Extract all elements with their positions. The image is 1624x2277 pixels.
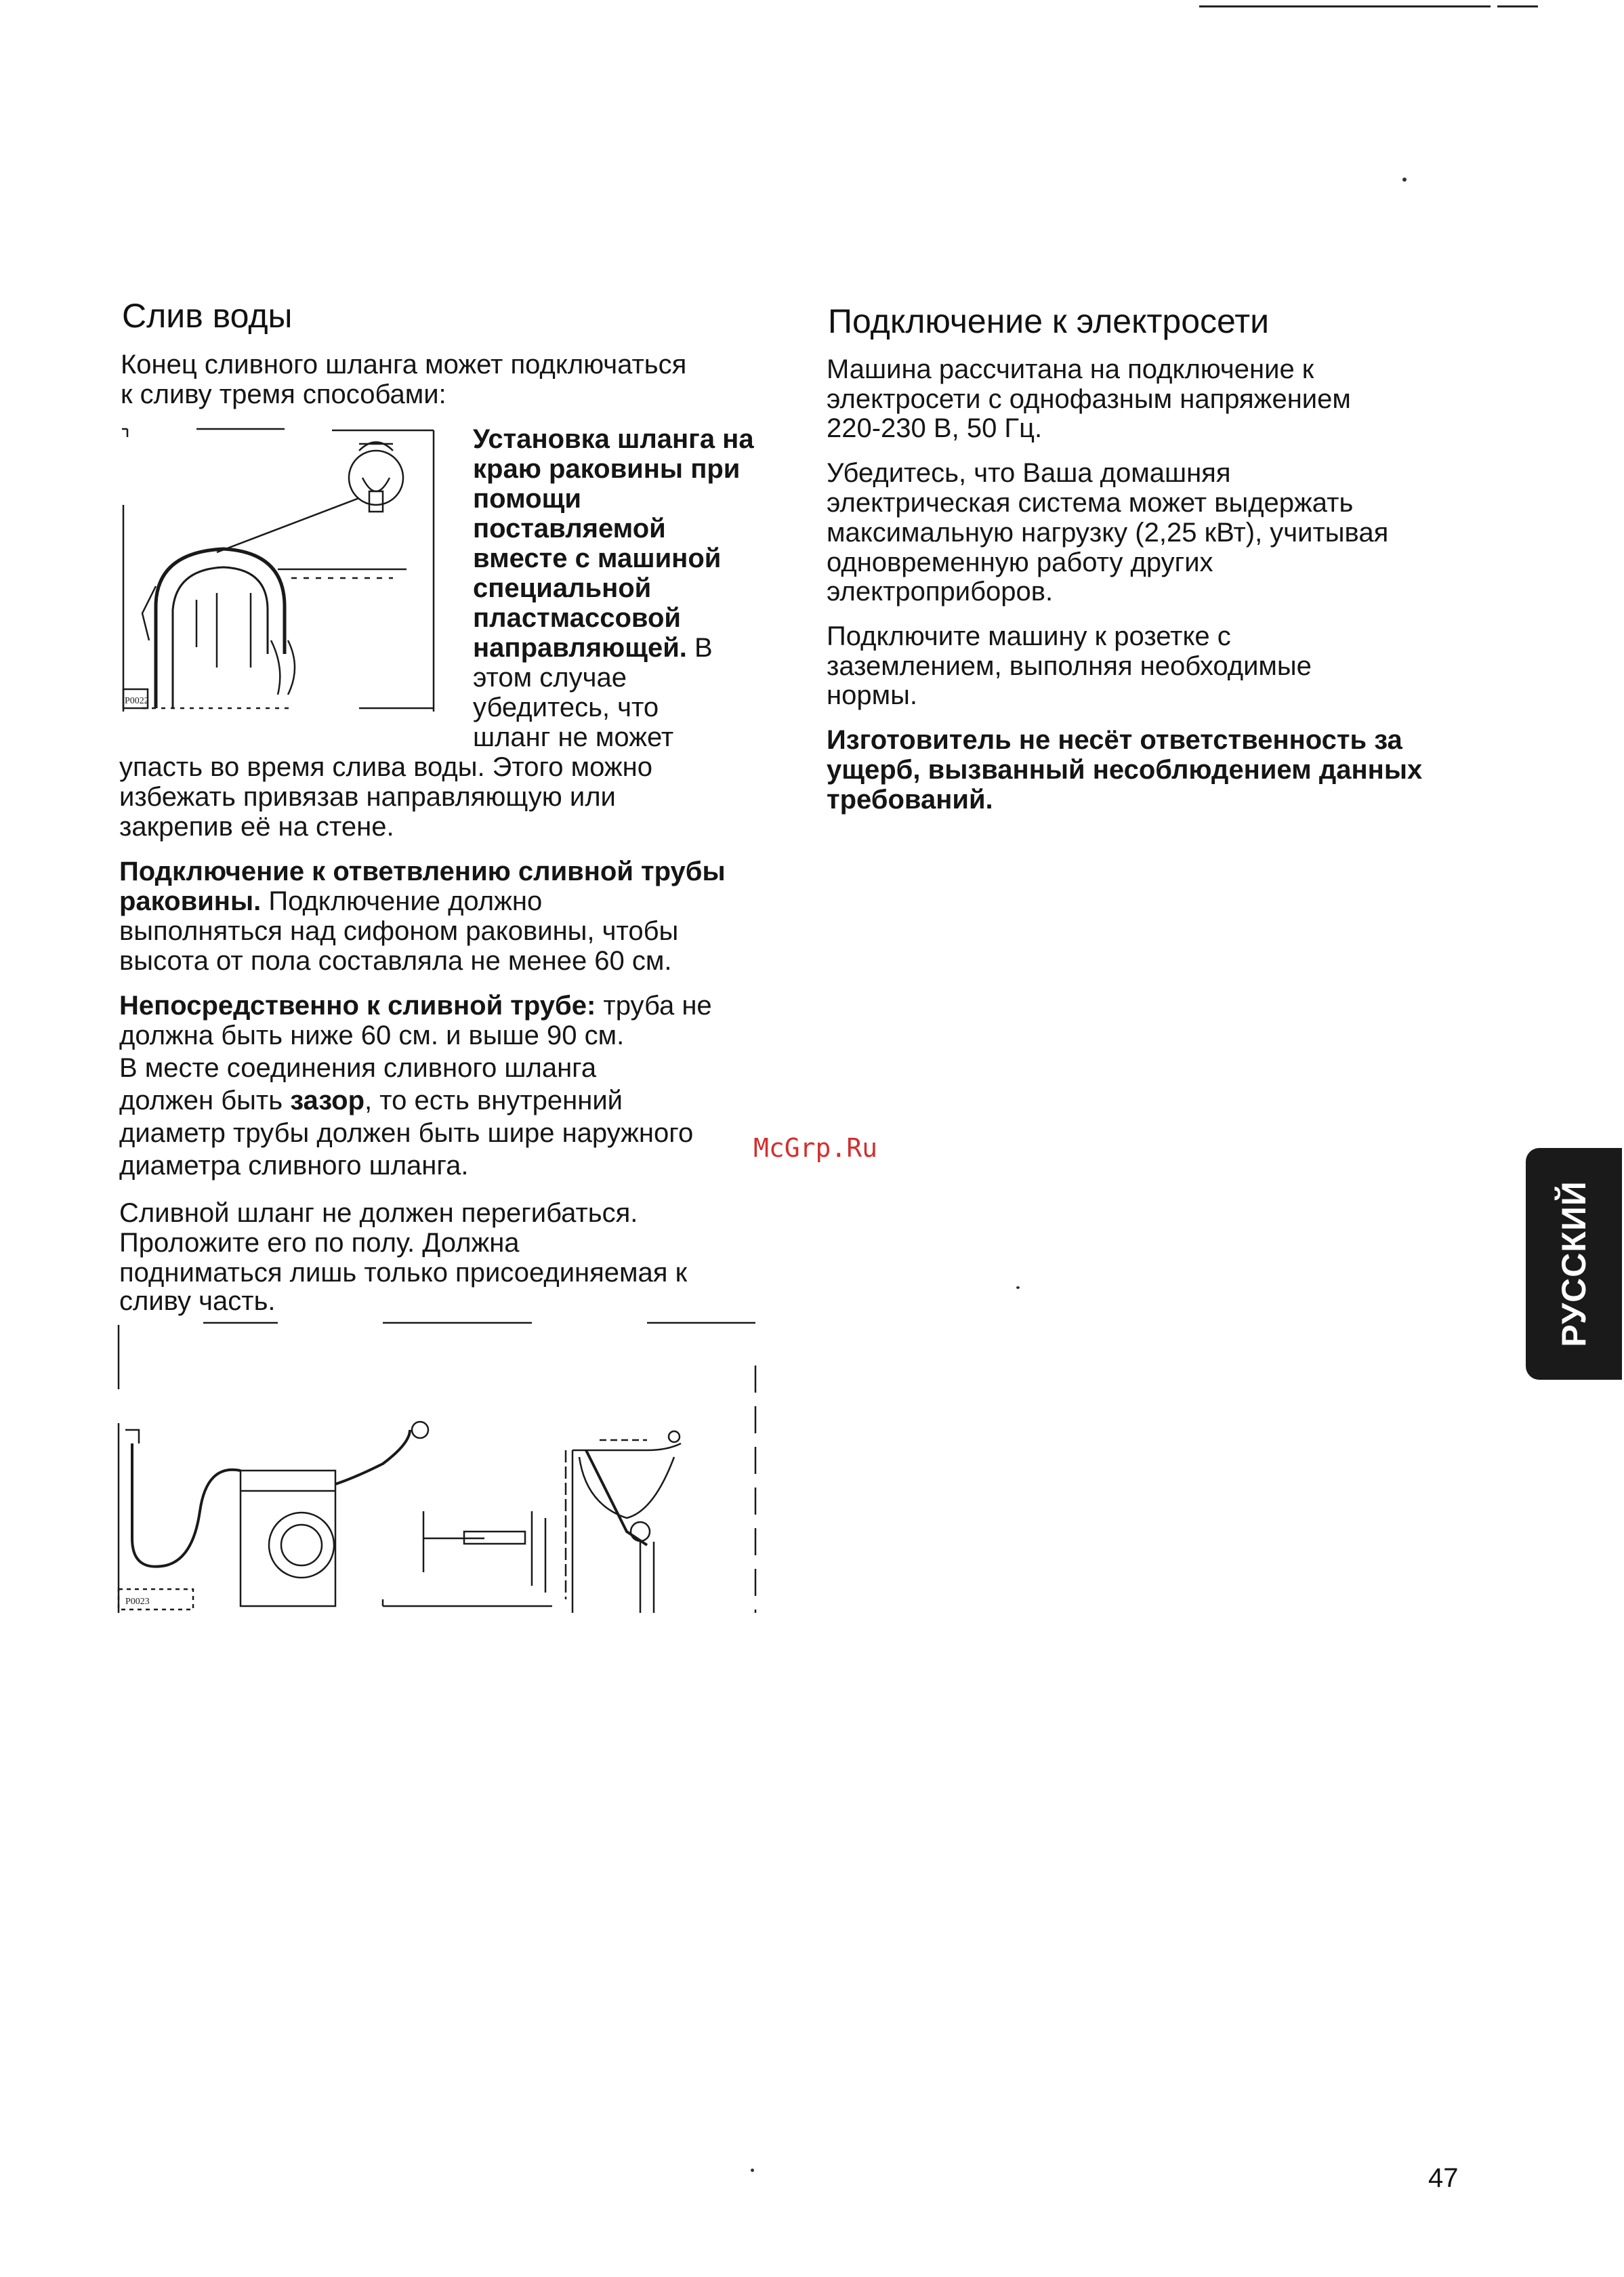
method1-bold-line: пластмассовой	[473, 603, 681, 633]
electric-para1-line: Машина рассчитана на подключение к	[827, 354, 1314, 384]
method3-gap-pre: должен быть	[119, 1086, 291, 1115]
electric-para3-line: нормы.	[827, 680, 917, 710]
scan-speck	[751, 2169, 754, 2172]
hose-note-line: Проложите его по полу. Должна	[119, 1228, 520, 1258]
scan-speck	[1016, 1286, 1020, 1289]
figure-code-label: P0023	[125, 1597, 150, 1607]
electric-para2-line: электроприборов.	[827, 577, 1054, 607]
hose-note-line: Сливной шланг не должен перегибаться.	[119, 1198, 638, 1228]
method1-bold-line: помощи	[473, 484, 581, 514]
method1-bold-line: краю раковины при	[473, 454, 741, 484]
hose-note-line: сливу часть.	[119, 1286, 276, 1316]
method1-bold-line: Установка шланга на	[473, 424, 754, 454]
method3-gap-post: , то есть внутренний	[365, 1086, 623, 1115]
method1-bold-line: вместе с машиной	[473, 543, 722, 573]
method3-line: диаметр трубы должен быть шире наружного	[119, 1118, 694, 1148]
method3-line: должна быть ниже 60 см. и выше 90 см.	[119, 1021, 625, 1050]
electric-para2-line: максимальную нагрузку (2,25 кВт), учитывая	[827, 518, 1389, 548]
figure-code-label: P0022	[125, 696, 149, 706]
hose-note-line: подниматься лишь только присоединяемая к	[119, 1258, 688, 1288]
electric-para2-line: одновременную работу других	[827, 548, 1213, 577]
electric-para2-line: электрическая система может выдержать	[827, 488, 1354, 518]
top-rule-1	[1199, 5, 1491, 7]
electric-para3-line: заземлением, выполняя необходимые	[827, 651, 1312, 681]
language-tab	[1526, 1148, 1622, 1380]
method2-bold-line: Подключение к ответвлению сливной трубы	[119, 857, 726, 886]
figure-hose-on-sink	[115, 424, 440, 715]
watermark: McGrp.Ru	[753, 1133, 878, 1163]
top-rule-2	[1497, 5, 1538, 7]
method2-line: выполняться над сифоном раковины, чтобы	[119, 916, 679, 946]
method1-normal-line: этом случае	[473, 663, 627, 693]
method1-inline-after: В	[686, 633, 713, 663]
method1-bold-last: направляющей.	[473, 633, 687, 663]
method1-cont-line: избежать привязав направляющую или	[119, 782, 616, 812]
figure-drain-options	[112, 1315, 762, 1626]
method3-after-bold: труба не	[596, 991, 712, 1021]
method1-normal-line: шланг не может	[473, 722, 674, 752]
method3-gap-line	[119, 1086, 623, 1115]
scan-speck	[1402, 178, 1407, 182]
method3-mixed-line	[119, 991, 712, 1021]
method1-cont-line: упасть во время слива воды. Этого можно	[119, 752, 653, 782]
method3-line: В месте соединения сливного шланга	[119, 1053, 597, 1083]
intro-line: Конец сливного шланга может подключаться	[121, 350, 687, 380]
electric-para1-line: электросети с однофазным напряжением	[827, 384, 1351, 414]
method3-bold-inline: Непосредственно к сливной трубе:	[119, 991, 596, 1021]
warning-line: Изготовитель не несёт ответственность за	[827, 725, 1402, 755]
method1-mixed-line	[473, 633, 713, 663]
method1-bold-line: специальной	[473, 573, 652, 603]
intro-line: к сливу тремя способами:	[121, 380, 446, 409]
section-heading-electric: Подключение к электросети	[828, 302, 1270, 340]
method3-gap-bold: зазор	[290, 1086, 365, 1115]
electric-para3-line: Подключите машину к розетке с	[827, 621, 1231, 651]
method2-line: высота от пола составляла не менее 60 см.	[119, 946, 672, 976]
method1-cont-line: закрепив её на стене.	[119, 812, 394, 842]
method1-bold-line: поставляемой	[473, 514, 666, 543]
method2-after-bold: Подключение должно	[261, 886, 543, 916]
language-tab-label: РУССКИЙ	[1555, 1181, 1593, 1347]
method2-mixed-line	[119, 886, 542, 916]
method1-normal-line: убедитесь, что	[473, 693, 659, 722]
page-number: 47	[1428, 2163, 1459, 2193]
section-heading-water-drain: Слив воды	[122, 297, 293, 335]
electric-para1-line: 220-230 В, 50 Гц.	[827, 413, 1043, 443]
method3-line: диаметра сливного шланга.	[119, 1151, 469, 1181]
warning-line: ущерб, вызванный несоблюдением данных	[827, 755, 1423, 785]
warning-line: требований.	[827, 785, 993, 815]
method2-bold-inline: раковины.	[119, 886, 262, 916]
electric-para2-line: Убедитесь, что Ваша домашняя	[827, 458, 1231, 488]
